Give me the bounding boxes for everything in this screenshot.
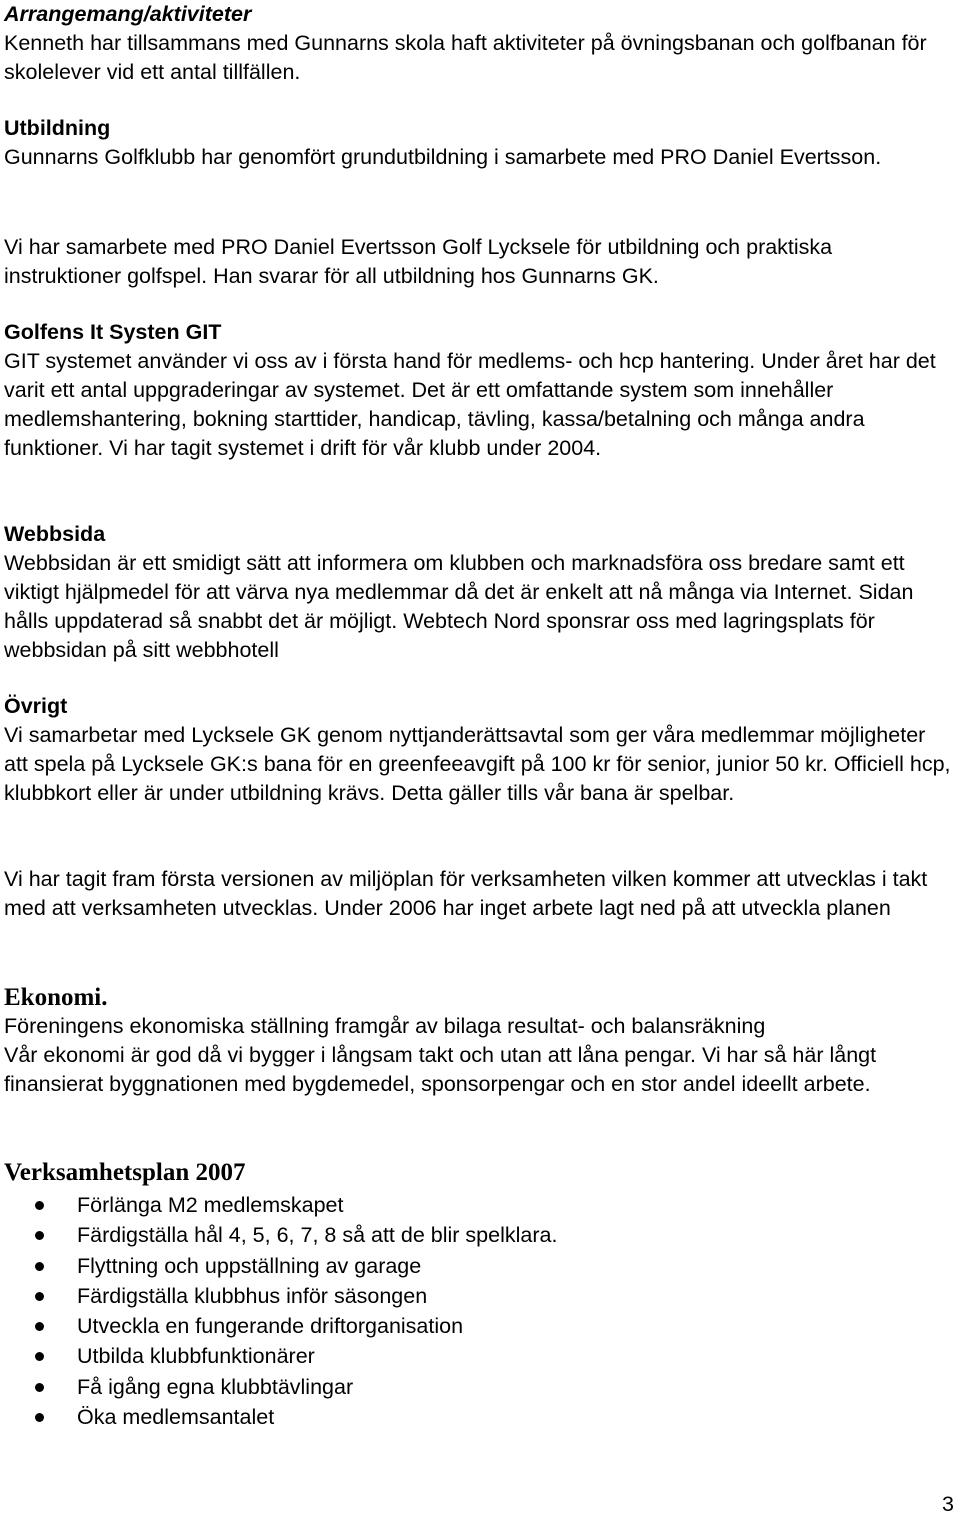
list-item — [4, 1402, 954, 1432]
heading-utbildning: Utbildning — [4, 116, 111, 140]
section-miljoplan — [4, 865, 954, 923]
section-utbildning-2 — [4, 233, 954, 291]
list-item-text: Färdigställa klubbhus inför säsongen — [77, 1283, 428, 1308]
paragraph-utbildning-1: Gunnarns Golfklubb har genomfört grundutbildning i samarbete med PRO Daniel Evertsson. — [4, 145, 882, 169]
paragraph-ovrigt-2: Vi har tagit fram första versionen av miljöplan för verksamheten vilken kommer att utvecklas i takt med att verksamheten utvecklas. Under 2006 har inget arbete lagt ned på att utveckla planen — [4, 867, 928, 920]
heading-ekonomi: Ekonomi. — [4, 984, 108, 1011]
list-item — [4, 1281, 954, 1311]
list-item-text: Få igång egna klubbtävlingar — [77, 1374, 354, 1399]
section-utbildning — [4, 114, 954, 172]
list-item — [4, 1220, 954, 1250]
section-webbsida — [4, 520, 954, 665]
paragraph-arrangemang: Kenneth har tillsammans med Gunnarns skola haft aktiviteter på övningsbanan och golfbanan för skolelever vid ett antal tillfällen. — [4, 31, 927, 84]
plan-list — [4, 1190, 954, 1432]
heading-git: Golfens It Systen GIT — [4, 320, 222, 344]
list-item-text: Färdigställa hål 4, 5, 6, 7, 8 så att de blir spelklara. — [77, 1223, 558, 1248]
section-git — [4, 318, 954, 463]
bullet-icon — [35, 1322, 44, 1331]
list-item-text: Utbilda klubbfunktionärer — [77, 1344, 315, 1369]
section-arrangemang — [4, 0, 954, 87]
section-ovrigt — [4, 692, 954, 808]
bullet-icon — [35, 1231, 44, 1240]
list-item — [4, 1372, 954, 1402]
page-number: 3 — [942, 1492, 954, 1516]
paragraph-git: GIT systemet använder vi oss av i första hand för medlems- och hcp hantering. Under året har det varit ett antal uppgraderingar av systemet. Det är ett omfattande system som innehåller medlemshantering, bokning starttider, handicap, tävling, kassa/betalning och många andra funktioner. Vi har tagit systemet i drift för vår klubb under 2004. — [4, 349, 936, 460]
list-item-text: Öka medlemsantalet — [77, 1405, 275, 1430]
heading-webbsida: Webbsida — [4, 522, 106, 546]
bullet-icon — [35, 1352, 44, 1361]
bullet-icon — [35, 1383, 44, 1392]
list-item — [4, 1251, 954, 1281]
paragraph-ekonomi-2: Vår ekonomi är god då vi bygger i långsam takt och utan att låna pengar. Vi har så här långt finansierat byggnationen med bygdemedel, sponsorpengar och en stor andel ideellt arbete. — [4, 1043, 877, 1096]
paragraph-utbildning-2: Vi har samarbete med PRO Daniel Evertsson Golf Lycksele för utbildning och praktiska instruktioner golfspel. Han svarar för all utbildning hos Gunnarns GK. — [4, 235, 833, 288]
bullet-icon — [35, 1413, 44, 1422]
list-item-text: Utveckla en fungerande driftorganisation — [77, 1314, 464, 1339]
heading-ovrigt: Övrigt — [4, 694, 68, 718]
heading-verksamhetsplan: Verksamhetsplan 2007 — [4, 1159, 246, 1186]
section-verksamhetsplan — [4, 1158, 954, 1432]
section-ekonomi — [4, 983, 954, 1099]
bullet-icon — [35, 1292, 44, 1301]
list-item — [4, 1190, 954, 1220]
paragraph-ekonomi-1: Föreningens ekonomiska ställning framgår av bilaga resultat- och balansräkning — [4, 1014, 766, 1038]
list-item-text: Förlänga M2 medlemskapet — [77, 1193, 344, 1217]
list-item-text: Flyttning och uppställning av garage — [77, 1253, 422, 1278]
list-item — [4, 1311, 954, 1341]
list-item — [4, 1341, 954, 1371]
heading-arrangemang: Arrangemang/aktiviteter — [4, 2, 252, 26]
paragraph-ovrigt-1: Vi samarbetar med Lycksele GK genom nyttjanderättsavtal som ger våra medlemmar möjligheter att spela på Lycksele GK:s bana för en greenfeeavgift på 100 kr för senior, junior 50 kr. Officiell hcp, klubbkort eller är under utbildning krävs. Detta gäller tills vår bana är spelbar. — [4, 723, 951, 805]
bullet-icon — [35, 1201, 44, 1210]
paragraph-webbsida: Webbsidan är ett smidigt sätt att informera om klubben och marknadsföra oss bredare samt ett viktigt hjälpmedel för att värva nya medlemmar då det är enkelt att nå många via Internet. Sidan hålls uppdaterad så snabbt det är möjligt. Webtech Nord sponsrar oss med lagringsplats för webbsidan på sitt webbhotell — [4, 551, 914, 662]
bullet-icon — [35, 1262, 44, 1271]
